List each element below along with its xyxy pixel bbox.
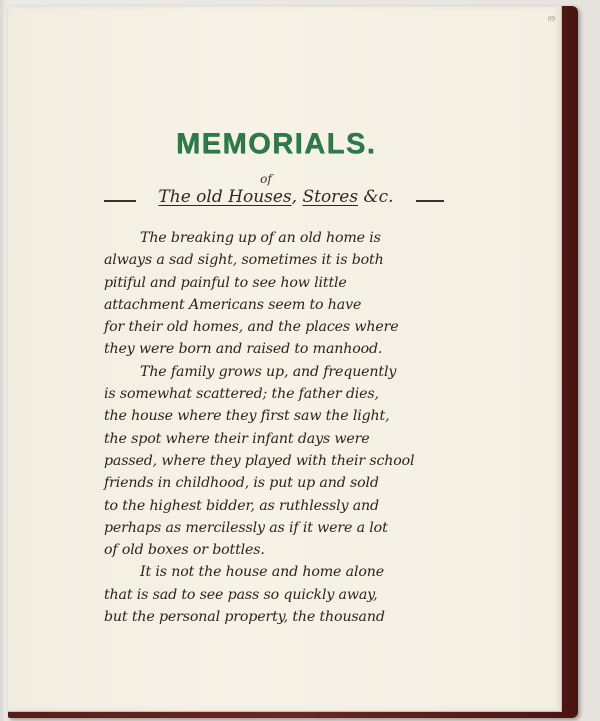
text-line: passed, where they played with their school xyxy=(104,452,415,469)
text-line: always a sad sight, sometimes it is both xyxy=(104,252,384,269)
text-line: friends in childhood, is put up and sold xyxy=(104,475,379,492)
text-line: The breaking up of an old home is xyxy=(140,230,381,246)
text-line: for their old homes, and the places where xyxy=(104,319,399,336)
subtitle-separator: , xyxy=(291,187,298,207)
body-text xyxy=(104,227,484,628)
subtitle-part-etc: &c. xyxy=(363,187,394,207)
text-line: is somewhat scattered; the father dies, xyxy=(104,386,379,403)
text-line: of old boxes or bottles. xyxy=(104,542,265,559)
text-line: pitiful and painful to see how little xyxy=(104,274,347,291)
text-line: to the highest bidder, as ruthlessly and xyxy=(104,497,379,514)
page-title: MEMORIALS. xyxy=(175,128,377,160)
subtitle-part-stores: Stores xyxy=(302,187,359,207)
subtitle xyxy=(104,183,444,211)
text-line: the house where they first saw the light, xyxy=(104,408,390,425)
text-line: but the personal property, the thousand xyxy=(104,609,385,626)
subtitle-part-old-houses: The old Houses xyxy=(158,187,292,207)
text-line: It is not the house and home alone xyxy=(140,564,384,581)
text-line: the spot where their infant days were xyxy=(104,430,370,447)
text-line: they were born and raised to manhood. xyxy=(104,341,383,358)
manuscript-page xyxy=(8,6,562,712)
subtitle-text xyxy=(158,187,393,207)
page-number: 89 xyxy=(548,15,555,23)
text-line: perhaps as mercilessly as if it were a lot xyxy=(104,519,388,536)
of-label: of xyxy=(260,172,272,186)
text-line: The family grows up, and frequently xyxy=(140,363,397,380)
subtitle-rule-left xyxy=(104,200,136,202)
text-line: attachment Americans seem to have xyxy=(104,296,362,313)
text-line: that is sad to see pass so quickly away, xyxy=(104,586,378,603)
subtitle-rule-right xyxy=(416,200,444,202)
